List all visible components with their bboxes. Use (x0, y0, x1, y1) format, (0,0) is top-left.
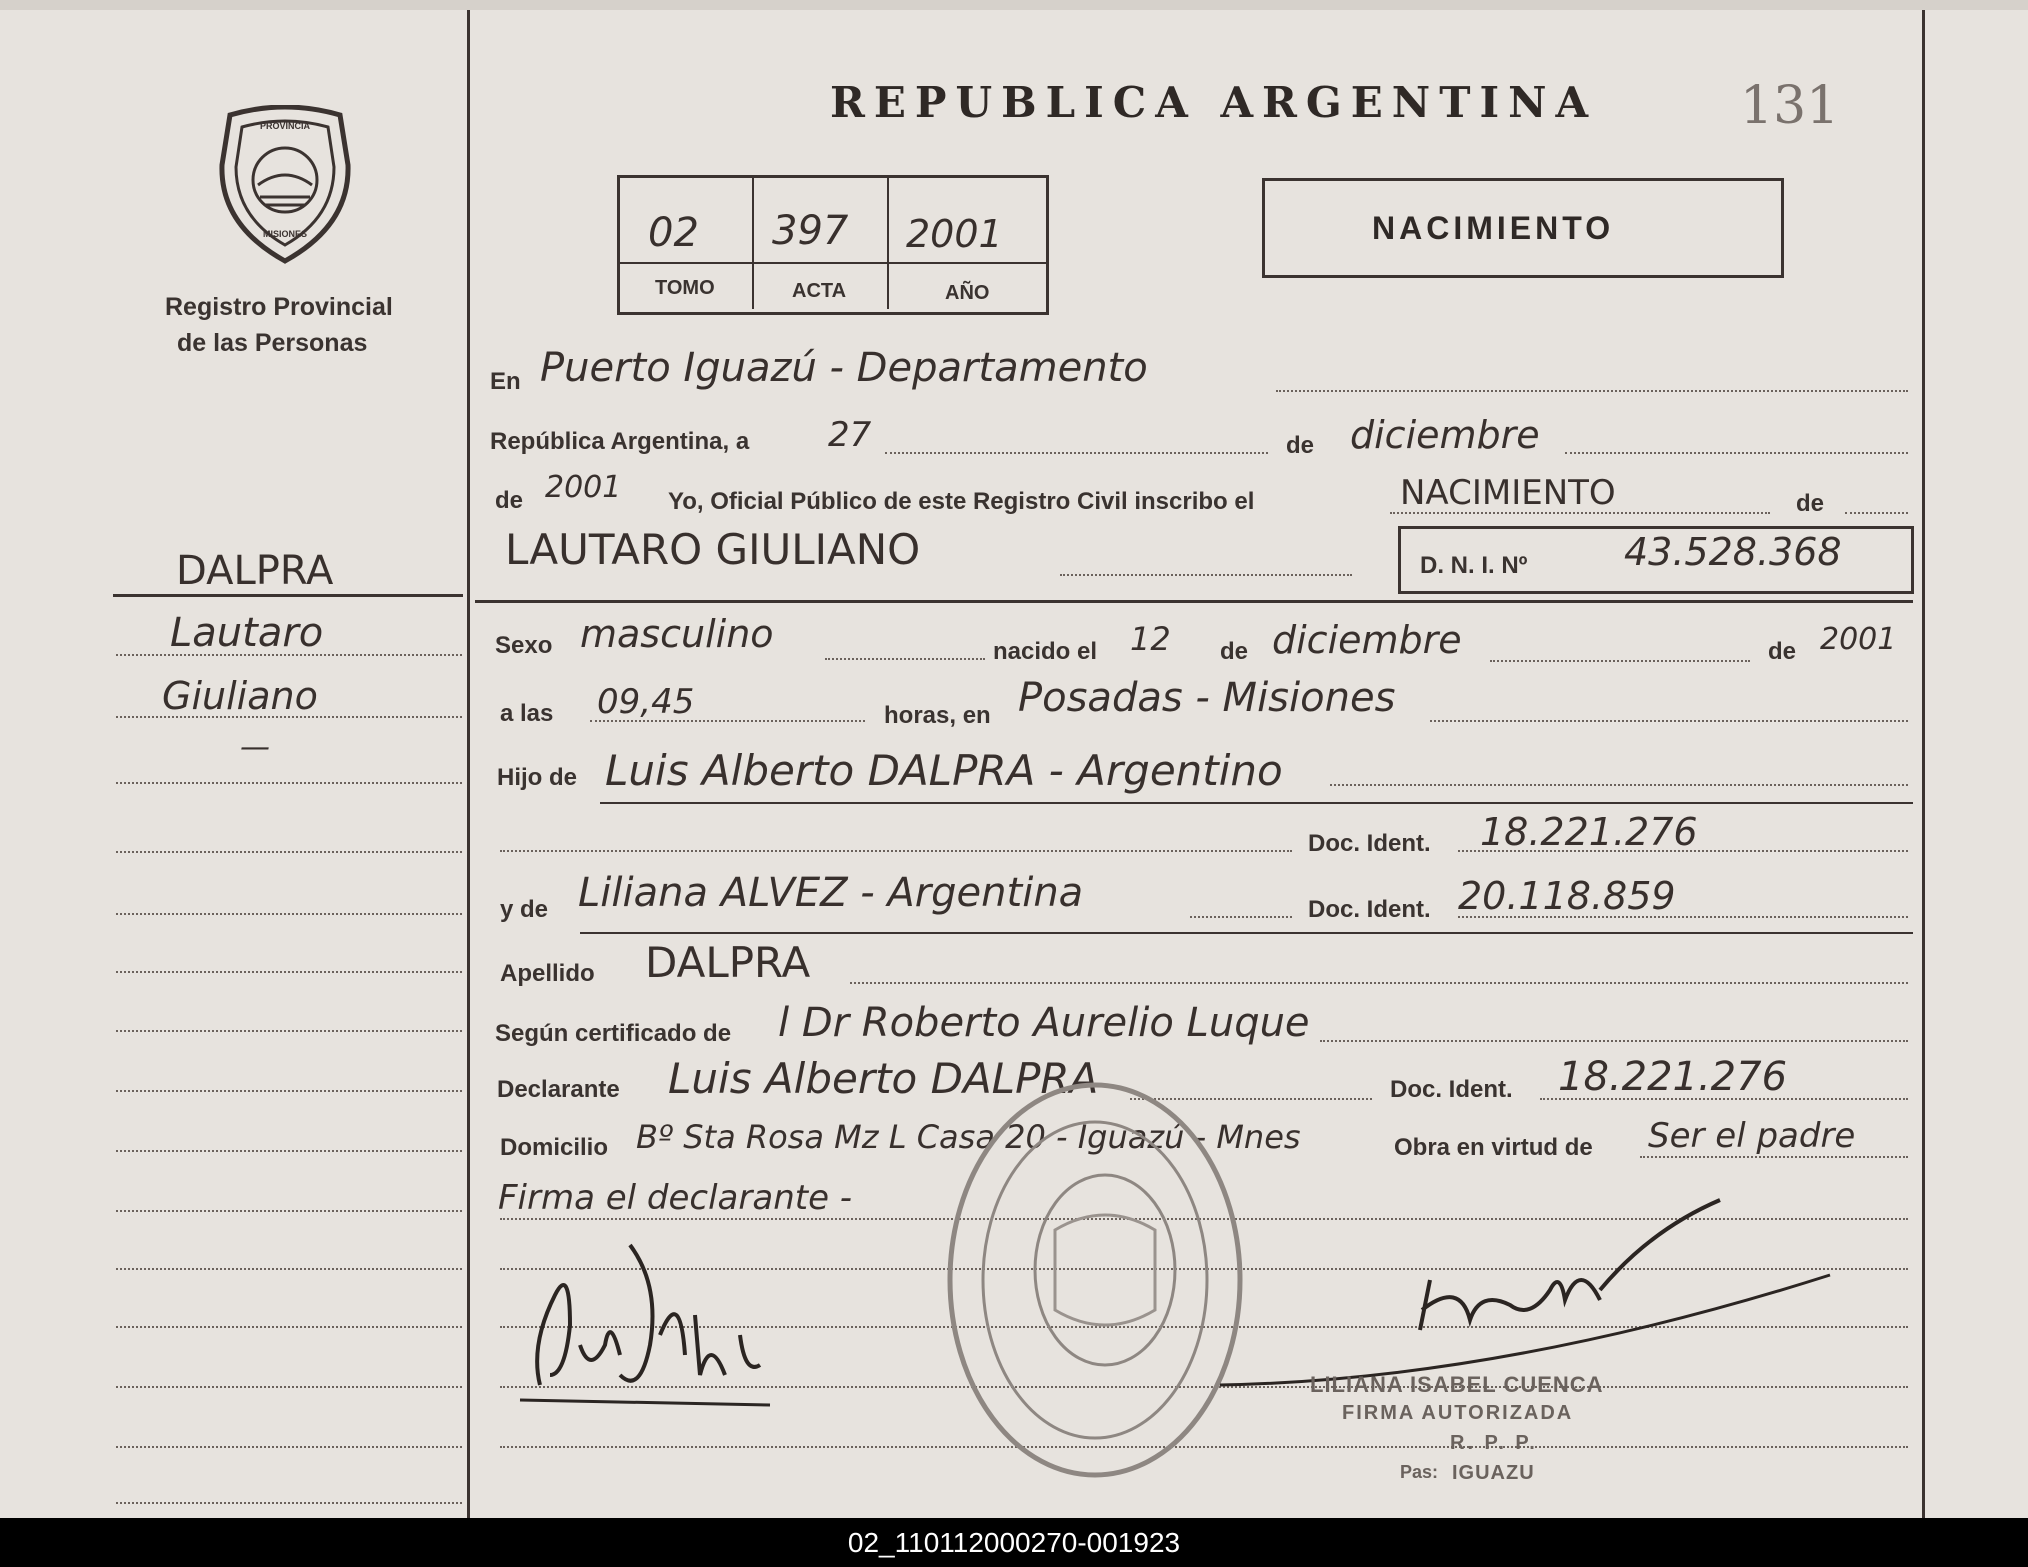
inscribo-line (1390, 512, 1770, 514)
sidebar-rule (116, 716, 462, 718)
sidebar-surname-rule (113, 594, 463, 597)
father-doc-value: 18.221.276 (1480, 810, 1698, 854)
official-signature (1200, 1190, 1840, 1390)
file-id-bar (0, 1518, 2028, 1567)
father-extra-line (500, 850, 1292, 852)
certificado-label: Según certificado de (495, 1020, 732, 1047)
official-name: LILIANA ISABEL CUENCA (1310, 1372, 1604, 1397)
birth-month-value: diciembre (1272, 618, 1462, 662)
horas-label: horas, en (884, 702, 991, 729)
sidebar-rule (116, 1502, 462, 1504)
birth-month-line (1490, 660, 1750, 662)
mother-doc-value: 20.118.859 (1458, 874, 1676, 918)
day-line (885, 452, 1268, 454)
registry-name-line2: de las Personas (177, 329, 368, 357)
sidebar-rule (116, 1268, 462, 1270)
mother-doc-line (1458, 916, 1908, 918)
right-margin-rule (1922, 10, 1925, 1518)
declarante-doc-line (1540, 1098, 1908, 1100)
official-location: IGUAZU (1452, 1462, 1535, 1484)
de-label-4: de (1220, 638, 1249, 665)
de-label-2: de (495, 487, 524, 514)
doc-ident-label-1: Doc. Ident. (1308, 830, 1431, 857)
tomo-value: 02 (648, 210, 699, 256)
registry-name-line1: Registro Provincial (165, 293, 393, 321)
father-value: Luis Alberto DALPRA - Argentino (605, 746, 1283, 795)
inscribo-value: NACIMIENTO (1400, 473, 1616, 513)
doc-ident-label-2: Doc. Ident. (1308, 896, 1431, 923)
tomo-label: TOMO (655, 277, 715, 299)
obra-line (1640, 1156, 1908, 1158)
place-line (1276, 390, 1908, 392)
father-doc-line (1458, 850, 1908, 852)
birth-year-value: 2001 (1820, 622, 1897, 657)
apellido-value: DALPRA (645, 938, 811, 987)
sidebar-rule (116, 1446, 462, 1448)
ano-label: AÑO (945, 282, 990, 304)
acta-label: ACTA (792, 280, 847, 302)
svg-text:MISIONES: MISIONES (262, 229, 308, 239)
doc-ident-label-3: Doc. Ident. (1390, 1076, 1513, 1103)
acta-value: 397 (772, 208, 849, 254)
file-id: 02_110112000270-001923 (847, 1527, 1181, 1558)
dni-value: 43.528.368 (1624, 530, 1842, 574)
hijo-label: Hijo de (497, 764, 578, 791)
firma-line: Firma el declarante - (498, 1178, 853, 1218)
sidebar-rule (116, 782, 462, 784)
certificado-line (1320, 1040, 1908, 1042)
apellido-line (850, 982, 1908, 984)
dni-label: D. N. I. Nº (1420, 552, 1528, 579)
sidebar-dash: — (240, 730, 270, 765)
day-value: 27 (828, 415, 872, 455)
sexo-line (825, 658, 985, 660)
de-line (1845, 512, 1908, 514)
birth-day-value: 12 (1130, 620, 1171, 658)
child-full-name: LAUTARO GIULIANO (505, 525, 921, 574)
ano-value: 2001 (906, 212, 1003, 256)
birth-place-line (1430, 720, 1908, 722)
sidebar-rule (116, 851, 462, 853)
inscribo-label: Yo, Oficial Público de este Registro Civil inscribo el (668, 488, 1255, 515)
sidebar-rule (116, 1210, 462, 1212)
provincial-seal-icon (210, 105, 360, 265)
sidebar-rule (116, 1090, 462, 1092)
father-underline (600, 802, 1913, 804)
domicilio-value: Bº Sta Rosa Mz L Casa 20 - Iguazú - Mnes (636, 1118, 1301, 1156)
apellido-label: Apellido (500, 960, 595, 987)
sidebar-rule (116, 1030, 462, 1032)
mother-underline (580, 932, 1913, 934)
sexo-label: Sexo (495, 632, 553, 659)
en-label: En (490, 368, 521, 395)
year-value: 2001 (545, 470, 622, 505)
sidebar-rule (116, 1150, 462, 1152)
month-line (1565, 452, 1908, 454)
month-value: diciembre (1350, 413, 1540, 457)
yde-label: y de (500, 896, 549, 923)
sidebar-first-name: Lautaro (170, 610, 324, 656)
sidebar-rule (116, 654, 462, 656)
left-margin-rule (467, 10, 470, 1518)
obra-label: Obra en virtud de (1394, 1134, 1593, 1161)
official-location-prefix: Pas: (1400, 1462, 1439, 1482)
declarante-doc-value: 18.221.276 (1558, 1054, 1788, 1100)
de-label-1: de (1286, 432, 1315, 459)
page-top-edge (0, 0, 2028, 10)
sidebar-rule (116, 1326, 462, 1328)
mother-line (1190, 916, 1292, 918)
header-section-rule (475, 600, 1913, 603)
reference-col-divider (887, 178, 889, 309)
official-office: R. P. P. (1450, 1432, 1538, 1454)
declarante-value: Luis Alberto DALPRA (668, 1054, 1099, 1103)
obra-value: Ser el padre (1648, 1116, 1856, 1156)
document-title: REPUBLICA ARGENTINA (830, 78, 1598, 127)
page-number: 131 (1740, 76, 1840, 136)
certificado-value: l Dr Roberto Aurelio Luque (778, 1000, 1310, 1046)
domicilio-label: Domicilio (500, 1134, 609, 1161)
mother-value: Liliana ALVEZ - Argentina (578, 870, 1084, 916)
reference-divider (617, 262, 1047, 264)
place-value: Puerto Iguazú - Departamento (540, 345, 1148, 391)
reference-col-divider (752, 178, 754, 309)
alas-label: a las (500, 700, 554, 727)
sexo-value: masculino (580, 612, 774, 656)
declarante-label: Declarante (497, 1076, 620, 1103)
sidebar-surname: DALPRA (176, 548, 334, 594)
father-line (1330, 784, 1908, 786)
act-type: NACIMIENTO (1372, 210, 1615, 246)
birth-place-value: Posadas - Misiones (1018, 675, 1396, 721)
sidebar-rule (116, 971, 462, 973)
republica-label: República Argentina, a (490, 428, 750, 455)
name-line (1060, 574, 1352, 576)
birth-time-value: 09,45 (597, 682, 695, 722)
svg-text:PROVINCIA: PROVINCIA (259, 121, 311, 131)
de-label-3: de (1796, 490, 1825, 517)
official-role: FIRMA AUTORIZADA (1342, 1402, 1574, 1424)
sidebar-middle-name: Giuliano (162, 674, 318, 718)
sidebar-rule (116, 1386, 462, 1388)
declarant-signature (510, 1225, 780, 1415)
sidebar-rule (116, 913, 462, 915)
de-label-5: de (1768, 638, 1797, 665)
nacido-label: nacido el (993, 638, 1098, 665)
time-line (590, 720, 865, 722)
